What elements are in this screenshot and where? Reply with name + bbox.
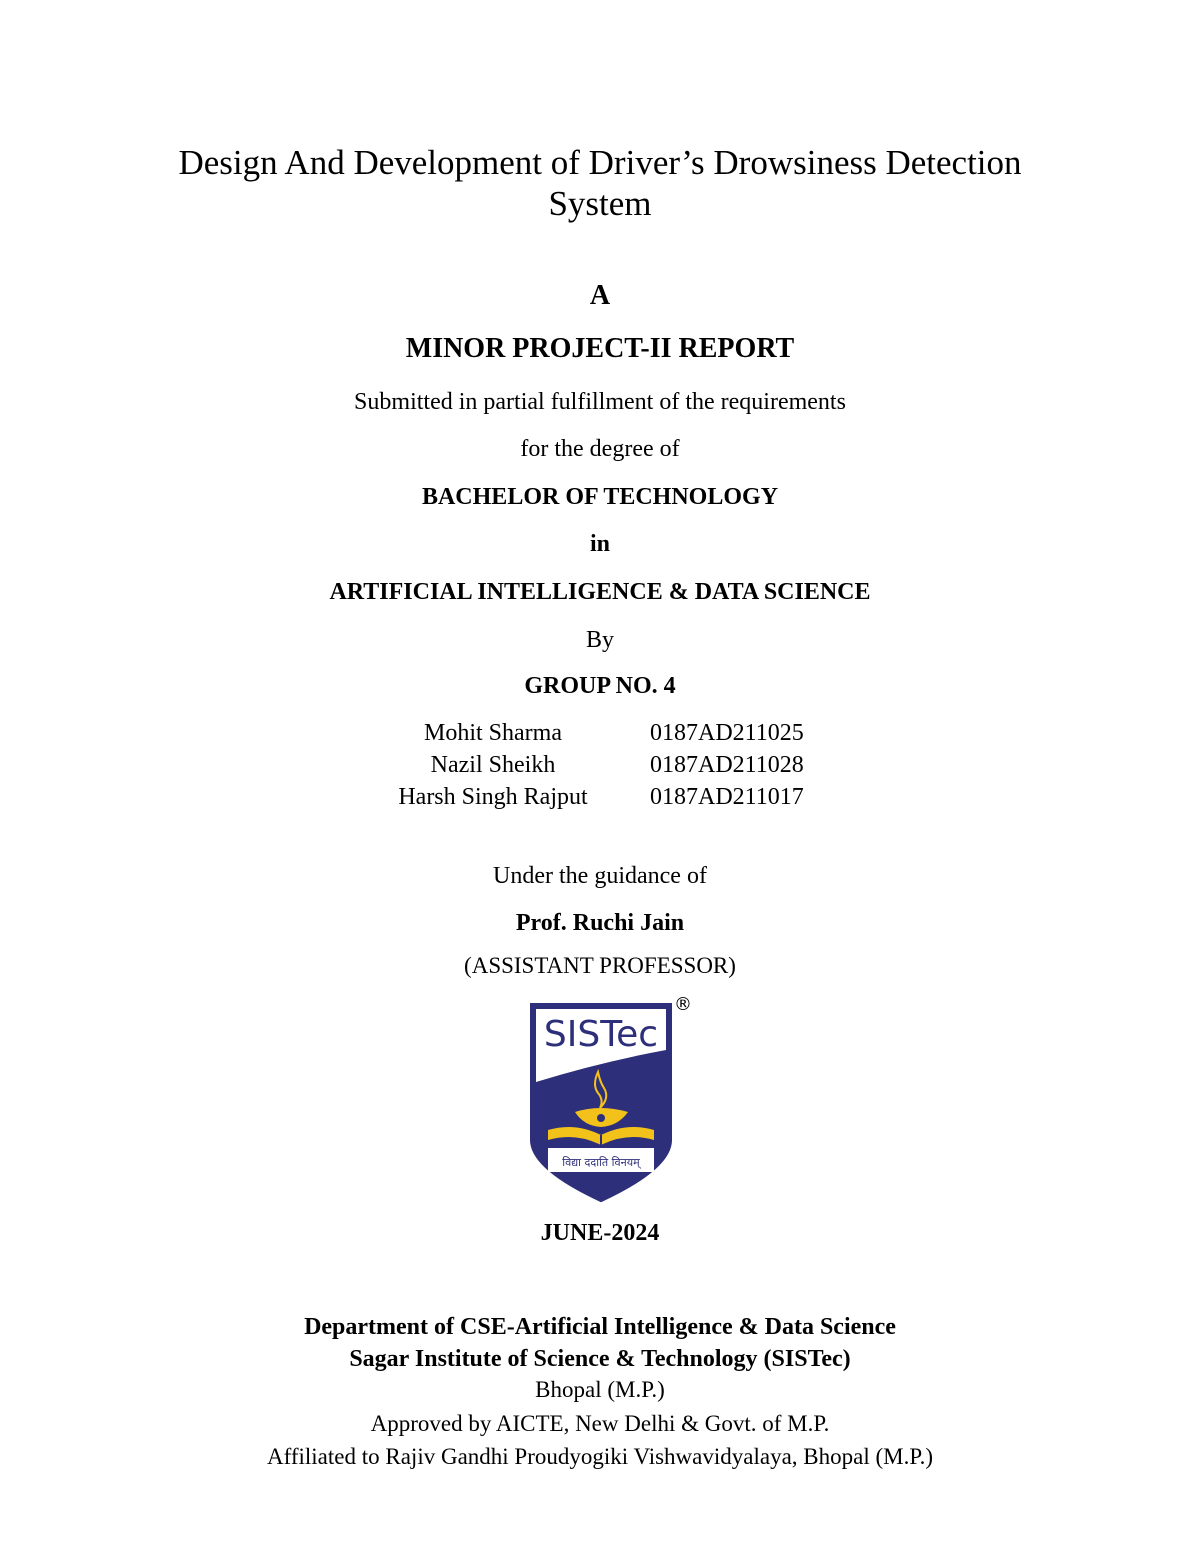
member-row	[0, 720, 1200, 750]
degree-intro: for the degree of	[520, 436, 680, 462]
by-text: By	[585, 627, 614, 653]
member-roll: 0187AD211017	[650, 784, 804, 810]
title-line-1: Design And Development of Driver’s Drowsiness Detection	[178, 143, 1022, 182]
approval: Approved by AICTE, New Delhi & Govt. of M.P.	[370, 1411, 830, 1436]
degree: BACHELOR OF TECHNOLOGY	[421, 484, 779, 510]
guide-designation: (ASSISTANT PROFESSOR)	[464, 953, 736, 978]
guide-name: Prof. Ruchi Jain	[515, 910, 685, 936]
member-name: Nazil Sheikh	[430, 752, 556, 778]
department: Department of CSE-Artificial Intelligence & Data Science	[304, 1314, 896, 1340]
institute: Sagar Institute of Science & Technology (SISTec)	[349, 1346, 851, 1372]
guidance-text: Under the guidance of	[493, 863, 707, 889]
member-name: Mohit Sharma	[424, 720, 562, 746]
report-article: A	[589, 280, 611, 311]
member-name: Harsh Singh Rajput	[398, 784, 588, 810]
group-number: GROUP NO. 4	[524, 673, 676, 699]
logo-text: SISTec	[543, 1014, 659, 1055]
affiliation: Affiliated to Rajiv Gandhi Proudyogiki Vishwavidyalaya, Bhopal (M.P.)	[267, 1444, 933, 1469]
member-row	[0, 784, 1200, 814]
sistec-logo	[520, 990, 700, 1205]
date: JUNE-2024	[540, 1220, 660, 1246]
registered-mark-icon: ®	[674, 994, 692, 1015]
member-row	[0, 752, 1200, 782]
title-line-2: System	[548, 184, 652, 223]
member-roll: 0187AD211028	[650, 752, 804, 778]
submitted-text: Submitted in partial fulfillment of the requirements	[354, 389, 846, 415]
city: Bhopal (M.P.)	[535, 1377, 665, 1402]
member-roll: 0187AD211025	[650, 720, 804, 746]
report-type: MINOR PROJECT-II REPORT	[405, 333, 795, 364]
in-text: in	[589, 531, 610, 557]
logo-motto: विद्या ददाति विनयम्	[562, 1156, 640, 1169]
branch: ARTIFICIAL INTELLIGENCE & DATA SCIENCE	[329, 579, 871, 605]
